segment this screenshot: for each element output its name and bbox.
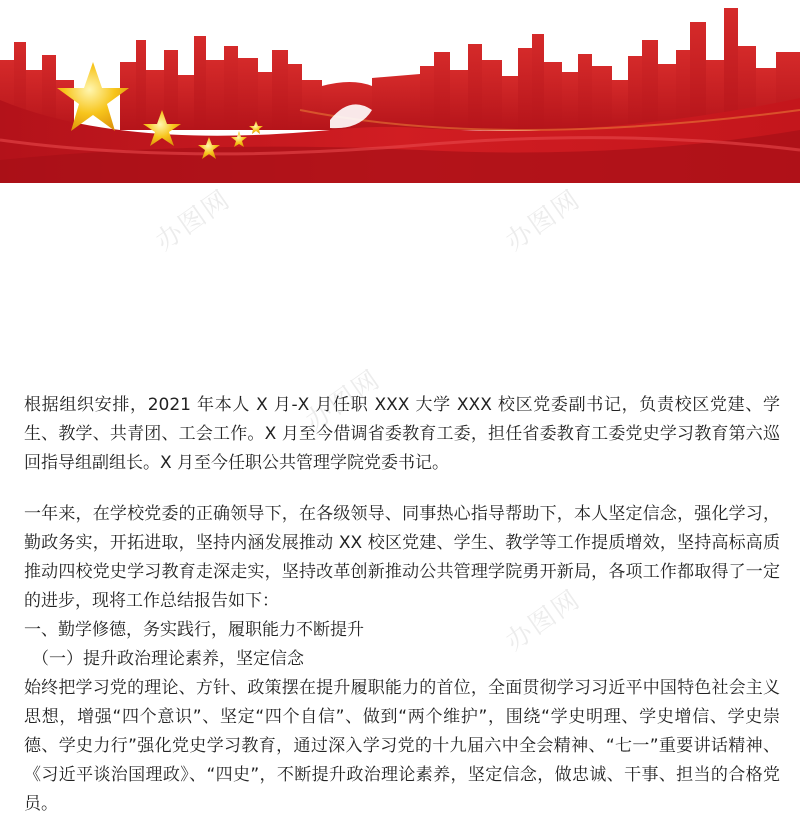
city-skyline [0, 8, 800, 130]
header-banner [0, 0, 800, 190]
document-body [24, 391, 780, 819]
watermark: 办图网 [300, 364, 387, 437]
paragraph-intro: 根据组织安排，2021 年本人 X 月-X 月任职 XXX 大学 XXX 校区党委副书记，负责校区党建、学生、教学、共青团、工会工作。X 月至今借调省委教育工委，担任省委教育工委党史学习教育第六巡回指导组副组长。X 月至今任职公共管理学院党委书记。 [24, 395, 780, 473]
watermark: 办图网 [500, 584, 587, 657]
banner-graphic [0, 0, 800, 190]
paragraph-gap [24, 478, 780, 500]
paragraph-overview: 一年来，在学校党委的正确领导下，在各级领导、同事热心指导帮助下，本人坚定信念，强化学习，勤政务实，开拓进取，坚持内涵发展推动 XX 校区党建、学生、教学等工作提质增效，坚持高标高质推动四校党史学习教育走深走实，坚持改革创新推动公共管理学院勇开新局，各项工作都取得了一定的进步，现将工作总结报告如下： [24, 504, 780, 611]
section-heading: 一、勤学修德，务实践行，履职能力不断提升 [24, 620, 364, 640]
paragraph-theory: 始终把学习党的理论、方针、政策摆在提升履职能力的首位，全面贯彻学习习近平中国特色社会主义思想，增强“四个意识”、坚定“四个自信”、做到“两个维护”，围绕“学史明理、学史增信、学史崇德、学史力行”强化党史学习教育，通过深入学习党的十九届六中全会精神、“七一”重要讲话精神、《习近平谈治国理政》、“四史”，不断提升政治理论素养，坚定信念，做忠诚、干事、担当的合格党员。 [24, 678, 780, 814]
watermark: 办图网 [150, 184, 237, 257]
subsection-heading: （一）提升政治理论素养，坚定信念 [32, 649, 304, 669]
watermark: 办图网 [500, 184, 587, 257]
